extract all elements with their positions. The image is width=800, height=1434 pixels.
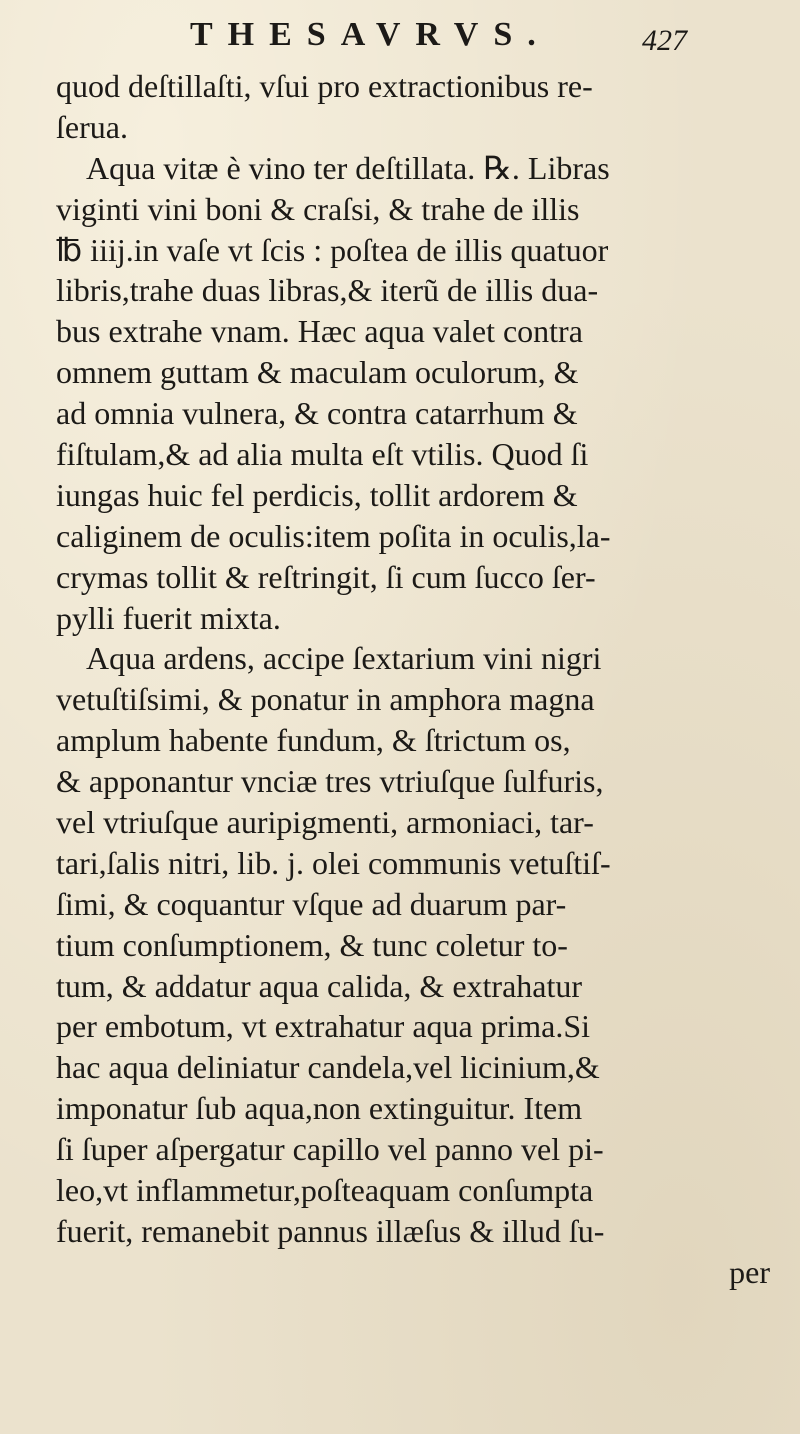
text-line: ad omnia vulnera, & contra catarrhum &	[56, 395, 578, 432]
text-line: leo,vt inflammetur,poſteaquam conſumpta	[56, 1172, 594, 1209]
text-line: ℔ iiij.in vaſe vt ſcis : poſtea de illis quatuor	[56, 231, 609, 268]
text-line: fuerit, remanebit pannus illæſus & illud ſu-	[56, 1212, 605, 1249]
text-line: Aqua vitæ è vino ter deſtillata. ℞. Libras	[86, 149, 610, 186]
running-title: THESAVRVS.	[190, 16, 551, 53]
text-line: vel vtriuſque auripigmenti, armoniaci, tar-	[56, 804, 594, 841]
text-line: libris,trahe duas libras,& iterũ de illis dua-	[56, 272, 599, 309]
text-line: ſi ſuper aſpergatur capillo vel panno vel pi-	[56, 1131, 604, 1168]
text-line: fiſtulam,& ad alia multa eſt vtilis. Quod ſi	[56, 436, 589, 473]
text-line: amplum habente fundum, & ſtrictum os,	[56, 722, 571, 759]
text-line: omnem guttam & maculam oculorum, &	[56, 354, 579, 391]
text-line: crymas tollit & reſtringit, ſi cum ſucco ſer-	[56, 558, 596, 595]
text-line: vetuſtiſsimi, & ponatur in amphora magna	[56, 681, 595, 718]
text-line: Aqua ardens, accipe ſextarium vini nigri	[86, 640, 602, 677]
text-line: imponatur ſub aqua,non extinguitur. Item	[56, 1090, 583, 1127]
body-text	[56, 66, 776, 1293]
text-line: quod deſtillaſti, vſui pro extractionibus re-	[56, 68, 593, 104]
page-number: 427	[642, 24, 687, 57]
text-line: ſerua.	[56, 108, 128, 145]
text-line: tium conſumptionem, & tunc coletur to-	[56, 926, 568, 963]
text-line: pylli fuerit mixta.	[56, 599, 281, 636]
running-head	[190, 14, 710, 64]
text-line: iungas huic fel perdicis, tollit ardorem &	[56, 476, 578, 513]
text-line: & apponantur vnciæ tres vtriuſque ſulfuris,	[56, 763, 604, 800]
text-line: per embotum, vt extrahatur aqua prima.Si	[56, 1008, 591, 1045]
catchword: per	[729, 1253, 770, 1290]
text-line: bus extrahe vnam. Hæc aqua valet contra	[56, 313, 583, 350]
text-line: viginti vini boni & craſsi, & trahe de illis	[56, 190, 580, 227]
text-line: caliginem de oculis:item poſita in oculis,la-	[56, 517, 611, 554]
text-line: ſimi, & coquantur vſque ad duarum par-	[56, 885, 567, 922]
text-line: tari,ſalis nitri, lib. j. olei communis vetuſtiſ-	[56, 844, 611, 881]
text-line: tum, & addatur aqua calida, & extrahatur	[56, 967, 583, 1004]
text-line: hac aqua deliniatur candela,vel licinium,&	[56, 1049, 600, 1086]
